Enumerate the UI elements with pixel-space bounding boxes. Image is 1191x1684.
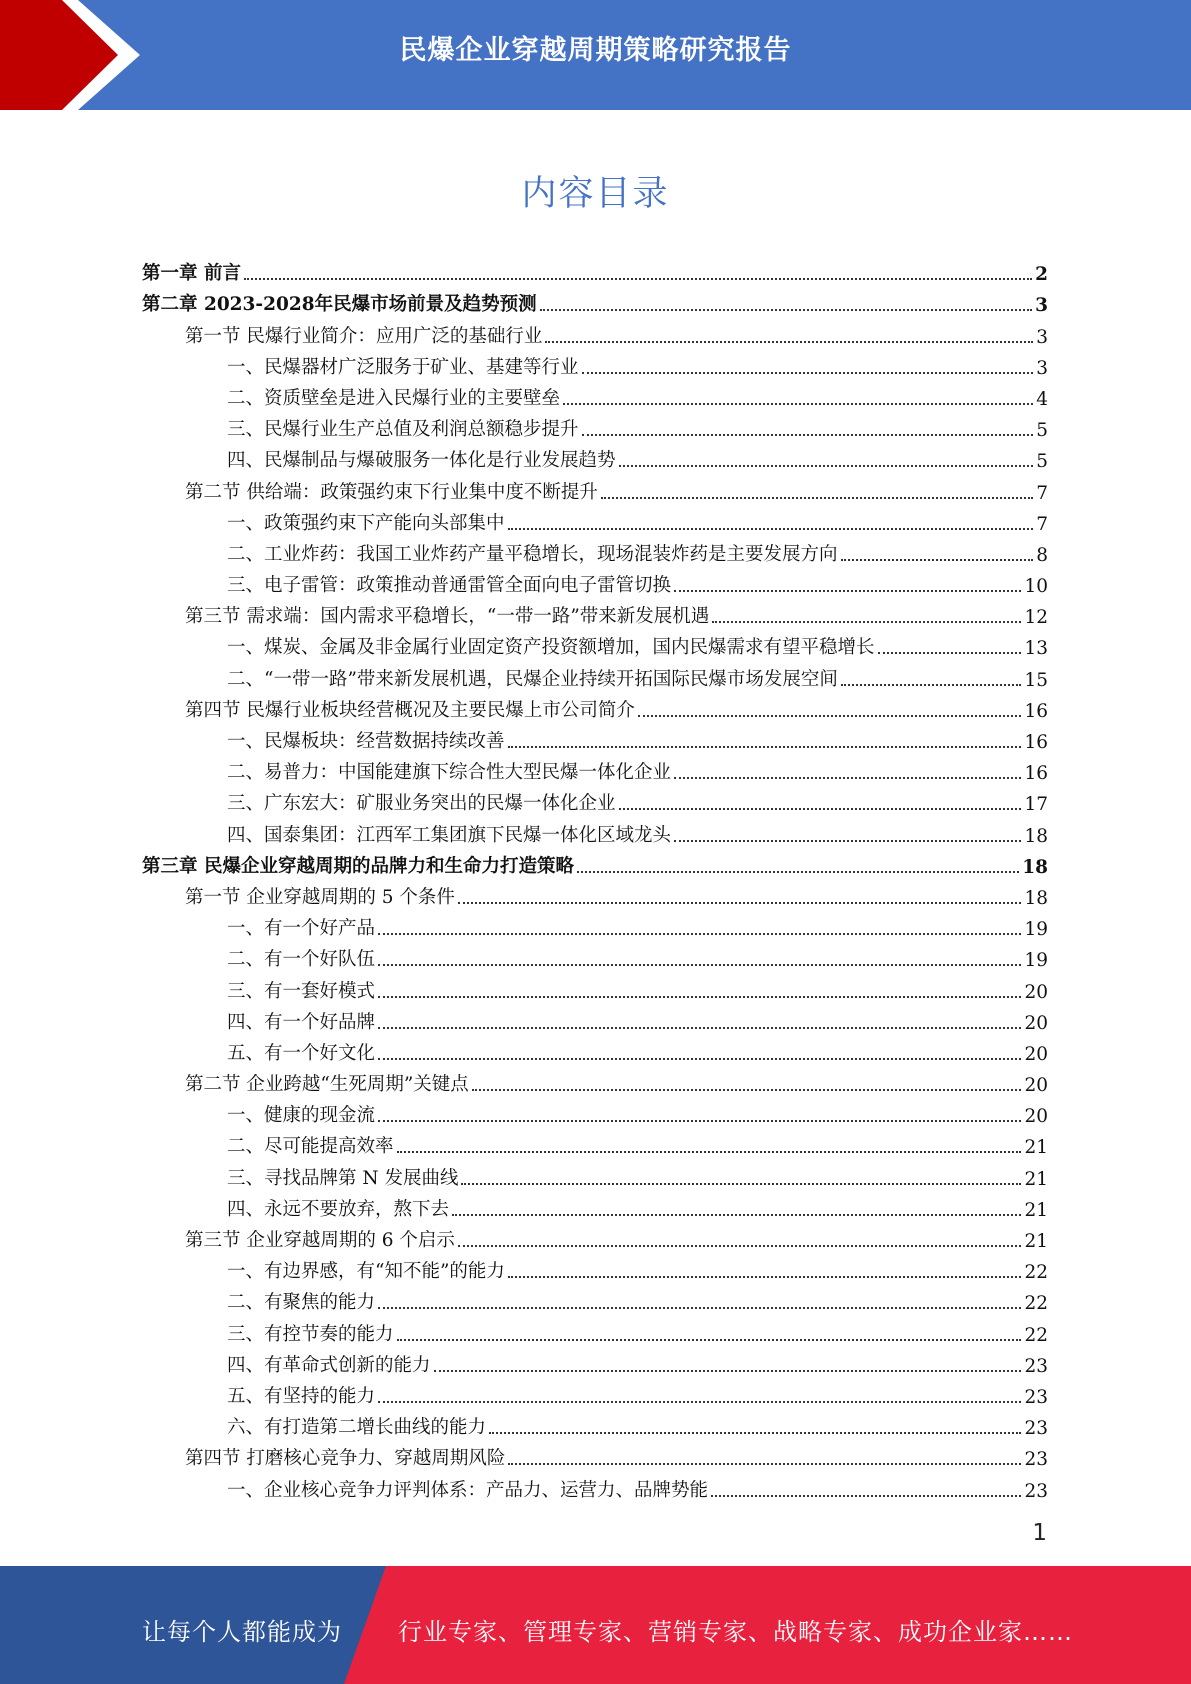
toc-entry[interactable]: [142, 504, 1048, 535]
toc-entry[interactable]: [142, 1439, 1048, 1470]
toc-entry-title: 五、有一个好文化: [227, 1042, 376, 1064]
toc-dot-leader: [472, 1089, 1022, 1091]
toc-entry-page: 10: [1024, 576, 1048, 598]
toc-entry[interactable]: [142, 784, 1048, 815]
toc-dot-leader: [712, 621, 1021, 623]
toc-entry-title: 第一节 民爆行业简介：应用广泛的基础行业: [185, 325, 543, 347]
toc-entry[interactable]: [142, 1034, 1048, 1065]
toc-dot-leader: [458, 1245, 1022, 1247]
toc-entry[interactable]: [142, 691, 1048, 722]
toc-dot-leader: [582, 372, 1034, 374]
toc-entry-title: 一、民爆器材广泛服务于矿业、基建等行业: [227, 356, 579, 378]
toc-entry[interactable]: [142, 909, 1048, 940]
toc-entry-title: 第二章 2023-2028年民爆市场前景及趋势预测: [142, 294, 537, 316]
toc-entry[interactable]: [142, 1314, 1048, 1345]
footer-slogan-left: 让每个人都能成为: [142, 1618, 342, 1646]
toc-entry-title: 三、民爆行业生产总值及利润总额稳步提升: [227, 419, 579, 441]
toc-entry-page: 7: [1036, 482, 1048, 504]
toc-heading: 内容目录: [521, 174, 670, 214]
toc-entry-title: 三、有一套好模式: [227, 980, 376, 1002]
toc-dot-leader: [378, 1401, 1021, 1403]
toc-entry-page: 4: [1036, 388, 1048, 410]
toc-entry-title: 四、民爆制品与爆破服务一体化是行业发展趋势: [227, 450, 616, 472]
toc-entry-title: 一、有边界感，有“知不能”的能力: [227, 1261, 505, 1283]
toc-entry-title: 四、有一个好品牌: [227, 1011, 376, 1033]
toc-entry[interactable]: [142, 316, 1048, 347]
toc-dot-leader: [378, 964, 1021, 966]
toc-entry-page: 23: [1024, 1386, 1048, 1408]
toc-entry[interactable]: [142, 1283, 1048, 1314]
toc-dot-leader: [452, 1214, 1021, 1216]
toc-entry[interactable]: [142, 847, 1048, 878]
toc-entry-page: 23: [1024, 1418, 1048, 1440]
toc-entry[interactable]: [142, 285, 1048, 316]
toc-entry-page: 18: [1024, 887, 1048, 909]
toc-entry[interactable]: [142, 815, 1048, 846]
report-title: 民爆企业穿越周期策略研究报告: [399, 35, 792, 66]
toc-entry-page: 2: [1035, 264, 1048, 286]
toc-entry[interactable]: [142, 1127, 1048, 1158]
toc-entry-page: 17: [1024, 794, 1048, 816]
toc-entry-page: 23: [1024, 1355, 1048, 1377]
toc-dot-leader: [711, 1495, 1021, 1497]
toc-dot-leader: [378, 1307, 1021, 1309]
toc-dot-leader: [489, 1432, 1021, 1434]
toc-entry[interactable]: [142, 472, 1048, 503]
toc-entry-page: 16: [1024, 732, 1048, 753]
toc-entry[interactable]: [142, 1065, 1048, 1096]
toc-dot-leader: [378, 933, 1021, 935]
toc-entry-page: 3: [1036, 326, 1048, 348]
toc-entry-page: 5: [1036, 420, 1048, 442]
toc-entry[interactable]: [142, 753, 1048, 784]
toc-entry-title: 第一章 前言: [142, 263, 241, 285]
toc-entry-page: 22: [1024, 1324, 1048, 1346]
toc-entry-title: 二、工业炸药：我国工业炸药产量平稳增长，现场混装炸药是主要发展方向: [227, 543, 838, 565]
toc-entry-title: 二、尽可能提高效率: [227, 1136, 394, 1158]
toc-entry-page: 21: [1024, 1137, 1048, 1159]
toc-entry-page: 18: [1024, 825, 1048, 847]
toc-dot-leader: [878, 652, 1022, 654]
toc-dot-leader: [508, 1276, 1022, 1278]
toc-dot-leader: [601, 497, 1033, 499]
toc-entry[interactable]: [142, 1221, 1048, 1252]
toc-entry-page: 22: [1024, 1293, 1048, 1315]
toc-entry[interactable]: [142, 1003, 1048, 1034]
toc-entry-page: 3: [1035, 295, 1048, 317]
toc-entry[interactable]: [142, 878, 1048, 909]
toc-entry[interactable]: [142, 348, 1048, 379]
toc-entry-page: 16: [1024, 763, 1048, 785]
toc-dot-leader: [378, 1058, 1021, 1060]
toc-entry-title: 三、广东宏大：矿服业务突出的民爆一体化企业: [227, 793, 616, 815]
toc-dot-leader: [397, 1339, 1022, 1341]
toc-entry-title: 二、有一个好队伍: [227, 949, 376, 971]
toc-dot-leader: [674, 840, 1021, 842]
toc-entry-title: 二、资质壁垒是进入民爆行业的主要壁垒: [227, 387, 561, 409]
toc-entry-page: 20: [1024, 1043, 1048, 1065]
toc-dot-leader: [378, 1027, 1021, 1029]
toc-dot-leader: [619, 465, 1034, 467]
toc-entry-title: 第三节 需求端：国内需求平稳增长，“一带一路”带来新发展机遇: [185, 606, 710, 628]
toc-entry-title: 二、“一带一路”带来新发展机遇，民爆企业持续开拓国际民爆市场发展空间: [227, 668, 838, 690]
footer-slogan-right: 行业专家、管理专家、营销专家、战略专家、成功企业家……: [398, 1618, 1073, 1646]
toc-entry-title: 二、有聚焦的能力: [227, 1292, 376, 1314]
toc-entry-page: 21: [1024, 1199, 1048, 1221]
toc-entry-page: 5: [1036, 451, 1048, 473]
table-of-contents: [142, 254, 1048, 1502]
toc-entry-page: 23: [1024, 1480, 1048, 1502]
toc-dot-leader: [638, 715, 1022, 717]
toc-entry-page: 20: [1024, 1106, 1048, 1128]
toc-dot-leader: [545, 341, 1033, 343]
toc-entry-page: 3: [1036, 357, 1048, 379]
toc-entry-page: 15: [1024, 669, 1048, 691]
toc-entry-page: 13: [1024, 638, 1048, 660]
toc-entry[interactable]: [142, 1252, 1048, 1283]
toc-dot-leader: [841, 559, 1034, 561]
page-number: 1: [1032, 1520, 1047, 1546]
toc-entry[interactable]: [142, 441, 1048, 472]
toc-entry[interactable]: [142, 722, 1048, 753]
toc-entry[interactable]: [142, 971, 1048, 1002]
toc-entry-page: 16: [1024, 700, 1048, 722]
toc-entry[interactable]: [142, 1408, 1048, 1439]
toc-entry-title: 一、健康的现金流: [227, 1105, 376, 1127]
toc-dot-leader: [378, 1120, 1021, 1122]
toc-entry[interactable]: [142, 1470, 1048, 1501]
toc-entry[interactable]: [142, 597, 1048, 628]
toc-entry[interactable]: [142, 379, 1048, 410]
toc-dot-leader: [674, 777, 1021, 779]
toc-dot-leader: [244, 278, 1032, 280]
toc-dot-leader: [434, 1370, 1022, 1372]
toc-entry-page: 22: [1024, 1262, 1048, 1284]
toc-entry-page: 20: [1024, 1075, 1048, 1097]
toc-dot-leader: [378, 996, 1021, 998]
toc-entry-title: 第二节 供给端：政策强约束下行业集中度不断提升: [185, 481, 598, 503]
toc-dot-leader: [508, 1463, 1021, 1465]
toc-dot-leader: [540, 309, 1033, 311]
toc-entry-title: 第二节 企业跨越“生死周期”关键点: [185, 1074, 469, 1096]
toc-dot-leader: [582, 434, 1034, 436]
toc-entry[interactable]: [142, 659, 1048, 690]
toc-entry-page: 20: [1024, 981, 1048, 1003]
toc-entry[interactable]: [142, 940, 1048, 971]
toc-entry-title: 三、电子雷管：政策推动普通雷管全面向电子雷管切换: [227, 575, 672, 597]
toc-entry[interactable]: [142, 1346, 1048, 1377]
toc-entry-title: 四、国泰集团：江西军工集团旗下民爆一体化区域龙头: [227, 824, 672, 846]
toc-entry-title: 三、寻找品牌第 N 发展曲线: [227, 1167, 459, 1189]
toc-entry-title: 一、民爆板块：经营数据持续改善: [227, 731, 505, 752]
toc-dot-leader: [674, 590, 1021, 592]
toc-entry[interactable]: [142, 254, 1048, 285]
toc-entry-title: 五、有坚持的能力: [227, 1385, 376, 1407]
toc-dot-leader: [508, 746, 1022, 748]
toc-entry[interactable]: [142, 628, 1048, 659]
toc-entry[interactable]: [142, 535, 1048, 566]
toc-dot-leader: [397, 1151, 1022, 1153]
toc-dot-leader: [461, 1183, 1021, 1185]
toc-entry[interactable]: [142, 1096, 1048, 1127]
toc-entry-title: 一、有一个好产品: [227, 918, 376, 940]
toc-entry-page: 7: [1036, 513, 1048, 535]
toc-entry-title: 一、政策强约束下产能向头部集中: [227, 512, 505, 534]
toc-entry-title: 三、有控节奏的能力: [227, 1323, 394, 1345]
toc-entry-page: 19: [1024, 919, 1048, 941]
toc-dot-leader: [841, 684, 1022, 686]
toc-entry-title: 二、易普力：中国能建旗下综合性大型民爆一体化企业: [227, 762, 672, 784]
toc-entry[interactable]: [142, 566, 1048, 597]
toc-entry-page: 21: [1024, 1231, 1048, 1252]
toc-entry-title: 第三节 企业穿越周期的 6 个启示: [185, 1230, 455, 1251]
toc-entry-title: 一、企业核心竞争力评判体系：产品力、运营力、品牌势能: [227, 1479, 709, 1501]
toc-dot-leader: [577, 871, 1019, 873]
toc-dot-leader: [619, 808, 1022, 810]
toc-dot-leader: [508, 528, 1034, 530]
toc-entry-title: 第一节 企业穿越周期的 5 个条件: [185, 886, 455, 908]
toc-entry-page: 12: [1024, 607, 1048, 629]
toc-entry[interactable]: [142, 1190, 1048, 1221]
toc-entry-page: 20: [1024, 1012, 1048, 1034]
toc-entry-page: 21: [1024, 1168, 1048, 1190]
toc-dot-leader: [563, 403, 1033, 405]
toc-entry-title: 第三章 民爆企业穿越周期的品牌力和生命力打造策略: [142, 855, 574, 877]
toc-entry-title: 四、有革命式创新的能力: [227, 1354, 431, 1376]
toc-entry-page: 23: [1024, 1449, 1048, 1471]
toc-entry-title: 第四节 打磨核心竞争力、穿越周期风险: [185, 1448, 506, 1470]
toc-entry-page: 18: [1022, 856, 1048, 878]
toc-entry-title: 六、有打造第二增长曲线的能力: [227, 1417, 487, 1439]
toc-entry-page: 8: [1036, 544, 1048, 566]
toc-dot-leader: [458, 902, 1022, 904]
toc-entry-title: 一、煤炭、金属及非金属行业固定资产投资额增加，国内民爆需求有望平稳增长: [227, 637, 875, 659]
toc-entry[interactable]: [142, 1377, 1048, 1408]
toc-entry[interactable]: [142, 1158, 1048, 1189]
toc-entry-title: 四、永远不要放弃，熬下去: [227, 1198, 450, 1220]
toc-entry-page: 19: [1024, 950, 1048, 972]
toc-entry-title: 第四节 民爆行业板块经营概况及主要民爆上市公司简介: [185, 699, 635, 721]
toc-entry[interactable]: [142, 410, 1048, 441]
